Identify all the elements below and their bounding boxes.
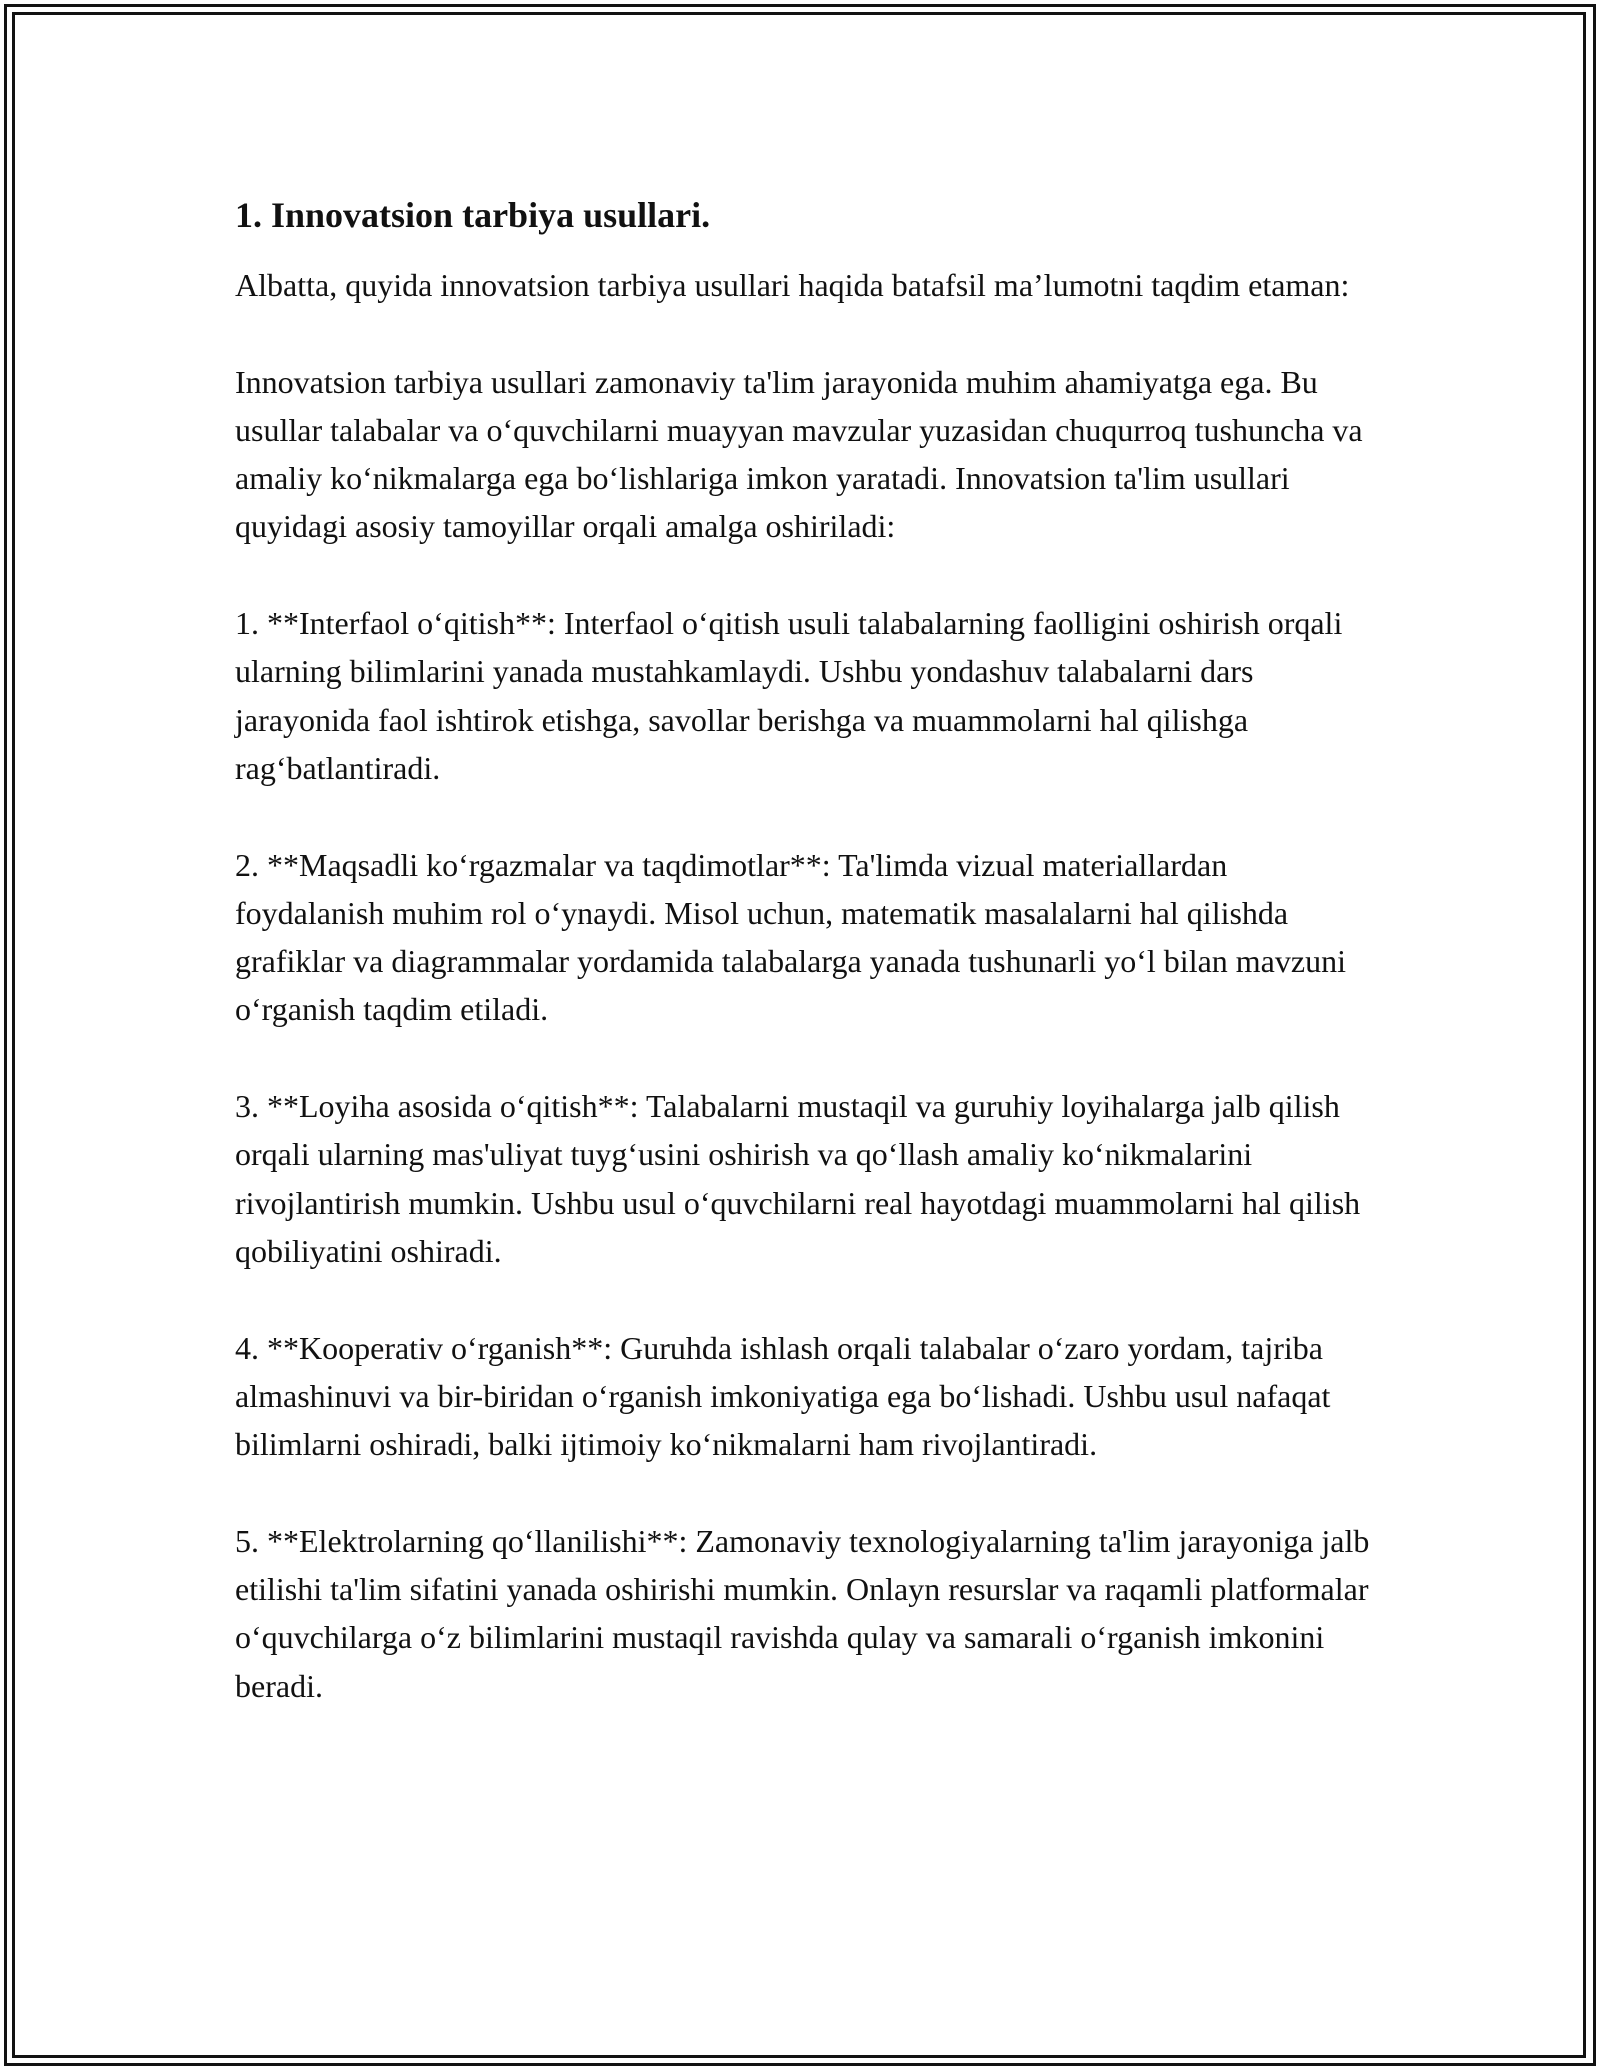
method-item-interactive: 1. **Interfaol o‘qitish**: Interfaol o‘qitish usuli talabalarning faolligini oshirish orqali ularning bilimlarini yanada mustahkamlaydi. Ushbu yondashuv talabalarni dars jarayonida faol ishtirok etishga, savollar berishga va muammolarni hal qilishga rag‘batlantiradi.	[235, 605, 1343, 786]
intro-paragraph: Albatta, quyida innovatsion tarbiya usullari haqida batafsil ma’lumotni taqdim etaman:	[235, 267, 1350, 303]
method-item-project: 3. **Loyiha asosida o‘qitish**: Talabalarni mustaqil va guruhiy loyihalarga jalb qilish orqali ularning mas'uliyat tuyg‘usini oshirish va qo‘llash amaliy ko‘nikmalarini rivojlantirish mumkin. Ushbu usul o‘quvchilarni real hayotdagi muammolarni hal qilish qobiliyatini oshiradi.	[235, 1088, 1361, 1269]
document-body	[235, 185, 1375, 1758]
method-item-visual: 2. **Maqsadli ko‘rgazmalar va taqdimotlar**: Ta'limda vizual materiallardan foydalanish muhim rol o‘ynaydi. Misol uchun, matematik masalalarni hal qilishda grafiklar va diagrammalar yordamida talabalarga yanada tushunarli yo‘l bilan mavzuni o‘rganish taqdim etiladi.	[235, 846, 1346, 1028]
method-item-electronic: 5. **Elektrolarning qo‘llanilishi**: Zamonaviy texnologiyalarning ta'lim jarayoniga jalb etilishi ta'lim sifatini yanada oshirishi mumkin. Onlayn resurslar va raqamli platformalar o‘quvchilarga o‘z bilimlarini mustaqil ravishda qulay va samarali o‘rganish imkonini beradi.	[235, 1522, 1370, 1704]
section-heading: 1. Innovatsion tarbiya usullari.	[235, 195, 711, 235]
overview-paragraph: Innovatsion tarbiya usullari zamonaviy ta'lim jarayonida muhim ahamiyatga ega. Bu usullar talabalar va o‘quvchilarni muayyan mavzular yuzasidan chuqurroq tushuncha va amaliy ko‘nikmalarga ega bo‘lishlariga imkon yaratadi. Innovatsion ta'lim usullari quyidagi asosiy tamoyillar orqali amalga oshiriladi:	[235, 363, 1363, 545]
method-item-cooperative: 4. **Kooperativ o‘rganish**: Guruhda ishlash orqali talabalar o‘zaro yordam, tajriba almashinuvi va bir-biridan o‘rganish imkoniyatiga ega bo‘lishadi. Ushbu usul nafaqat bilimlarni oshiradi, balki ijtimoiy ko‘nikmalarni ham rivojlantiradi.	[235, 1329, 1331, 1463]
